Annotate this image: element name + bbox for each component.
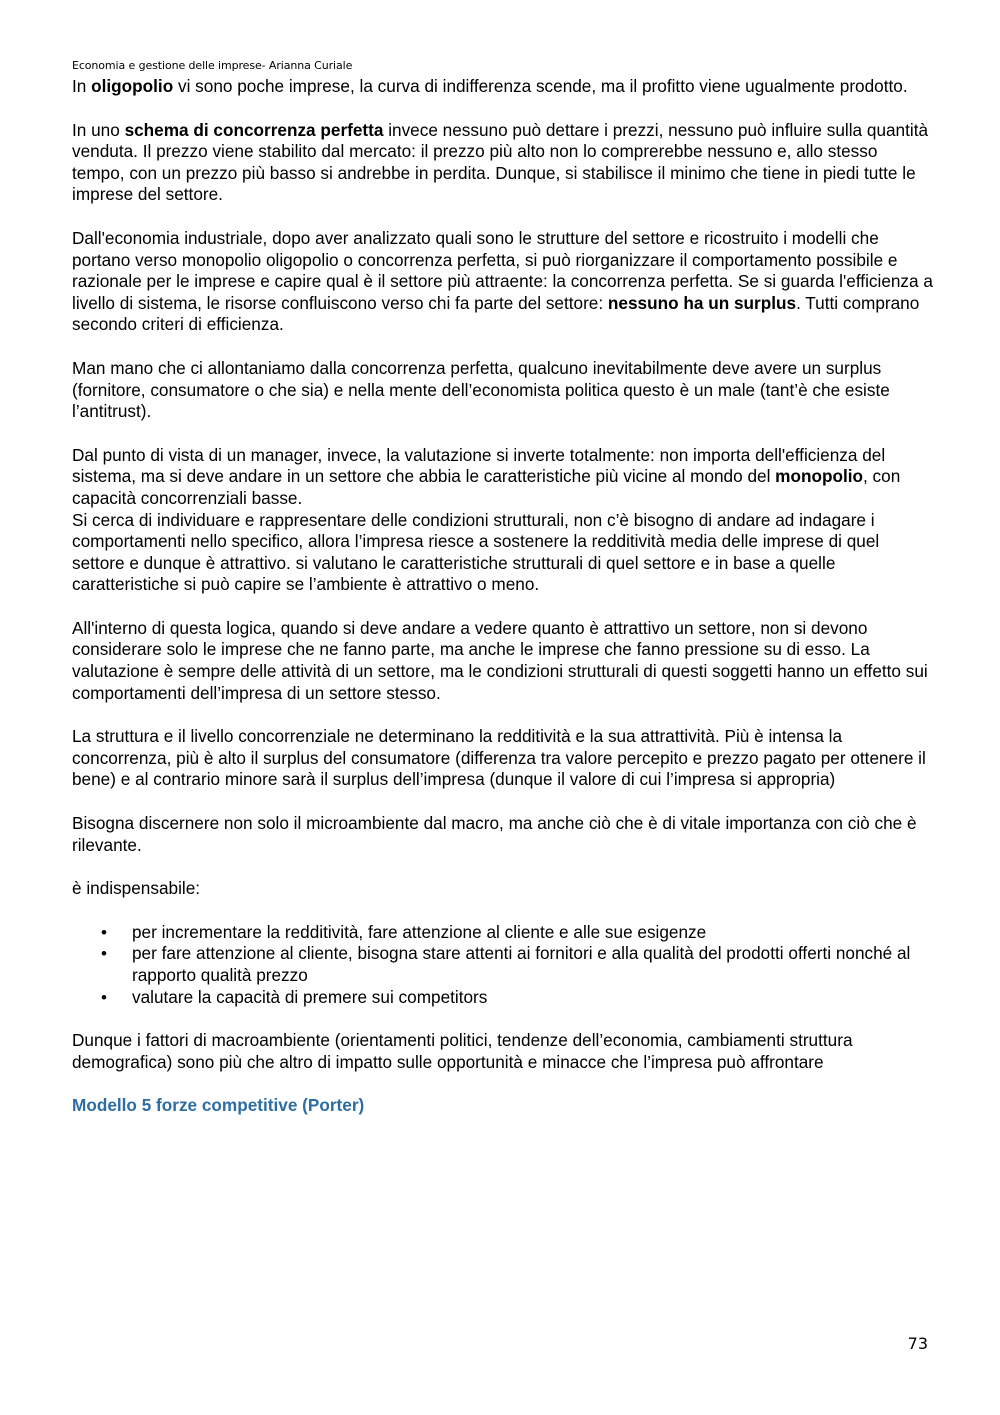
bold-term: monopolio: [775, 466, 863, 487]
bold-term: nessuno ha un surplus: [607, 292, 797, 313]
text-run: vi sono poche imprese, la curva di indifferenza scende, ma il profitto viene ugualmente prodotto.: [173, 76, 908, 96]
paragraph-surplus: Man mano che ci allontaniamo dalla concorrenza perfetta, qualcuno inevitabilmente deve avere un surplus (fornitore, consumatore o che sia) e nella mente dell’economista politica questo è un male (tant’è che esiste l’antitrust).: [72, 357, 890, 422]
list-item: • valutare la capacità di premere sui competitors: [132, 987, 934, 1009]
list-item: • per incrementare la redditività, fare attenzione al cliente e alle sue esigenze: [132, 922, 934, 944]
paragraph-struttura: La struttura e il livello concorrenziale ne determinano la redditività e la sua attrattività. Più è intensa la concorrenza, più è alto il surplus del consumatore (differenza tra valore percepito e prezzo pagato per ottenere il bene) e al contrario minore sarà il surplus dell’impresa (dunque il valore di cui l’impresa si appropria): [72, 726, 926, 790]
paragraph-concorrenza-perfetta: [72, 120, 934, 206]
text-run: Dal punto di vista di un manager, invece, la valutazione si inverte totalmente: non importa dell'efficienza del sistema, ma si deve andare in un settore che abbia le caratteristiche più vicine al mondo del: [72, 444, 886, 487]
paragraph-logica: All'interno di questa logica, quando si deve andare a vedere quanto è attrattivo un settore, non si devono considerare solo le imprese che ne fanno parte, ma anche le imprese che fanno pressione su di esso. La valutazione è sempre delle attività di un settore, ma le condizioni strutturali di questi soggetti hanno un effetto sui comportamenti dell’impresa di un settore stesso.: [72, 617, 928, 703]
paragraph-indispensabile: è indispensabile:: [72, 878, 201, 899]
bold-term: oligopolio: [91, 76, 174, 96]
text-run: In: [72, 76, 92, 96]
paragraph-condizioni-strutturali: Si cerca di individuare e rappresentare delle condizioni strutturali, non c’è bisogno di andare ad indagare i comportamenti nello specifico, allora l’impresa riesce a sostenere la redditività media delle imprese di quel settore e dunque è attrattivo. si valutano le caratteristiche strutturali di quel settore e in base a quelle caratteristiche si può capire se l’ambiente è attrattivo o meno.: [72, 509, 880, 595]
text-run: invece nessuno può dettare i prezzi, nessuno può influire sulla quantità venduta. Il prezzo viene stabilito dal mercato: il prezzo più alto non lo comprerebbe nessuno e, allo stesso tempo, con un prezzo più basso si andrebbe in perdita. Dunque, si stabilisce il minimo che tiene in piedi tutte le imprese del settore.: [72, 119, 929, 205]
text-run: Dall'economia industriale, dopo aver analizzato quali sono le strutture del settore e ricostruito i modelli che portano verso monopolio oligopolio o concorrenza perfetta, si può riorganizzare il comportamento possibile e razionale per le imprese e capire qual è il settore più attraente: la concorrenza perfetta. Se si guarda l'efficienza a livello di sistema, le risorse confluiscono verso chi fa parte del settore:: [72, 227, 933, 313]
paragraph-manager: [72, 445, 934, 510]
paragraph-oligopolio: [72, 76, 934, 98]
paragraph-microambiente: Bisogna discernere non solo il microambiente dal macro, ma anche ciò che è di vitale importanza con ciò che è rilevante.: [72, 813, 917, 855]
running-header: Economia e gestione delle imprese- Arianna Curiale: [72, 59, 353, 72]
text-run: , con capacità concorrenziali basse.: [72, 466, 901, 508]
page-number: 73: [907, 1334, 928, 1353]
section-heading: Modello 5 forze competitive (Porter): [72, 1095, 365, 1116]
body-text: [72, 76, 934, 1139]
paragraph-economia-industriale: [72, 228, 934, 336]
bullet-list: [72, 922, 934, 1008]
bold-term: schema di concorrenza perfetta: [124, 119, 384, 140]
text-run: In uno: [72, 119, 125, 140]
paragraph-macroambiente: Dunque i fattori di macroambiente (orientamenti politici, tendenze dell’economia, cambiamenti struttura demografica) sono più che altro di impatto sulle opportunità e minacce che l’impresa può affrontare: [72, 1030, 853, 1072]
list-item: • per fare attenzione al cliente, bisogna stare attenti ai fornitori e alla qualità del prodotti offerti nonché al rapporto qualità prezzo: [132, 943, 934, 986]
text-run: . Tutti comprano secondo criteri di efficienza.: [72, 292, 920, 335]
